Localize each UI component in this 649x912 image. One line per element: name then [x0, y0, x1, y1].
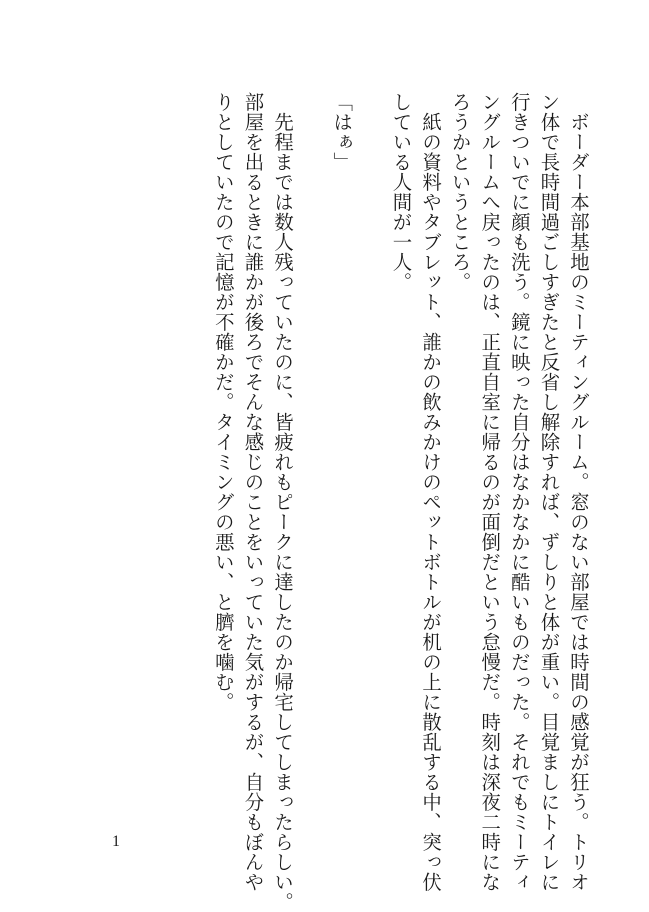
blank-line: [297, 92, 327, 852]
blank-line: [356, 92, 386, 852]
text-line: ン体で長時間過ごしすぎたと反省し解除すれば、ずしりと体が重い。目覚ましにトイレに: [537, 92, 561, 892]
text-line: りとしていたので記憶が不確かだ。タイミングの悪い、と臍を噛む。: [211, 92, 235, 712]
text-line: 行きついでに顔も洗う。鏡に映った自分はなかなかに酷いものだった。それでもミーティ: [507, 92, 531, 892]
dialogue-line: 「はぁ」: [330, 92, 354, 172]
text-line: ングルームへ戻ったのは、正直自室に帰るのが面倒だという怠慢だ。時刻は深夜二時にな: [478, 92, 502, 892]
text-line: ボーダー本部基地のミーティングルーム。窓のない部屋では時間の感覚が狂う。トリオ: [567, 92, 590, 892]
text-line: ろうかというところ。: [448, 92, 472, 292]
text-line: している人間が一人。: [389, 92, 413, 292]
text-line: 先程までは数人残っていたのに、皆疲れもピークに達したのか帰宅してしまったらしい。: [271, 92, 295, 912]
text-line: 紙の資料やタブレット、誰かの飲みかけのペットボトルが机の上に散乱する中、突っ伏: [419, 92, 443, 892]
vertical-text-body: [208, 92, 593, 912]
page-number: 1: [112, 833, 120, 850]
text-line: 部屋を出るときに誰かが後ろでそんな感じのことをいっていた気がするが、自分もぼんや: [241, 92, 265, 892]
